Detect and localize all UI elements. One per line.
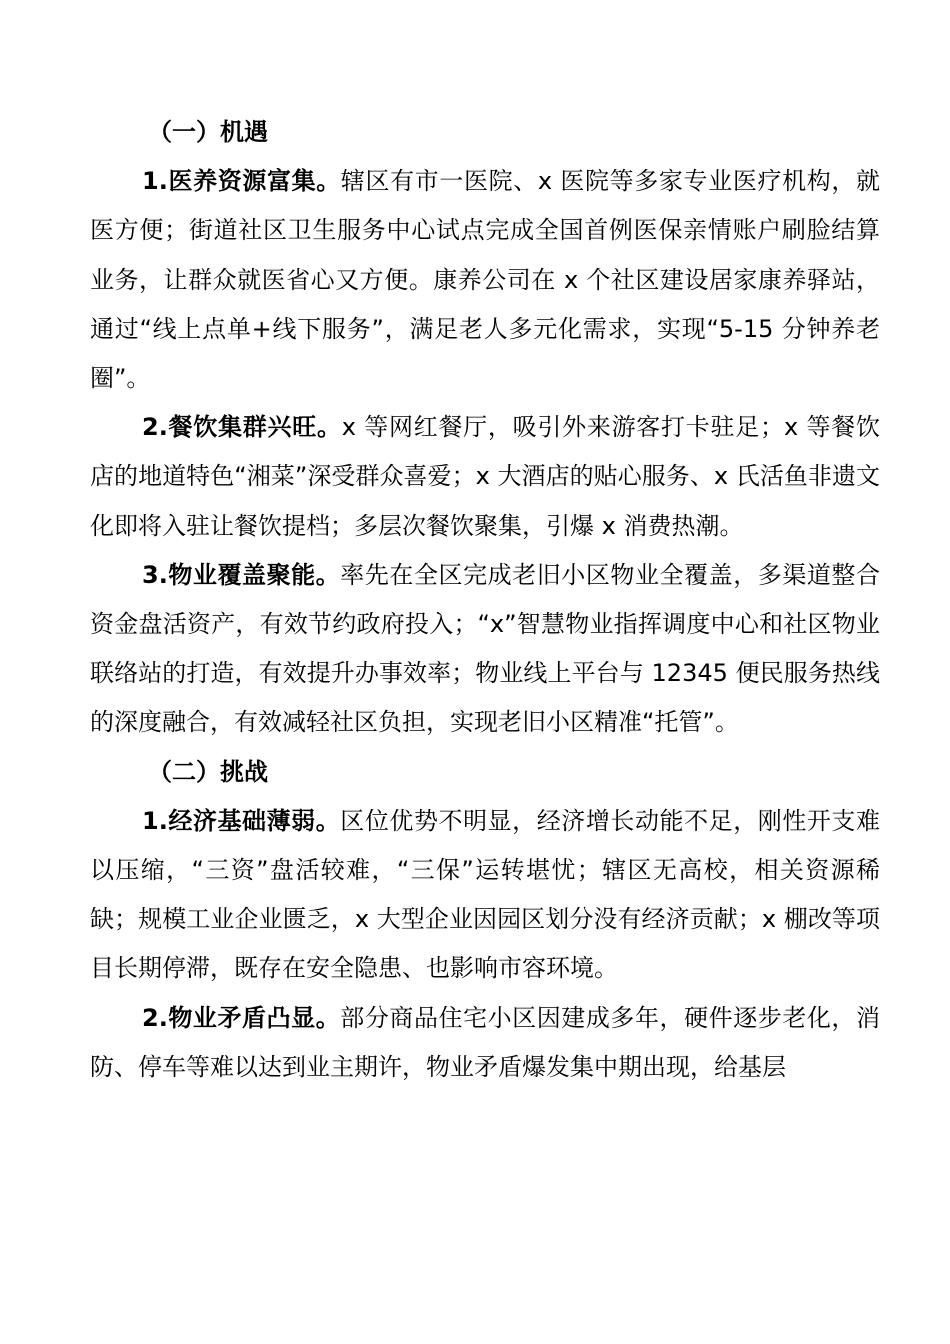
paragraph-text: 辖区有市一医院、x 医院等多家专业医疗机构，就医方便；街道社区卫生服务中心试点完成全国首例医保亲情账户刷脸结算业务，让群众就医省心又方便。康养公司在 x 个社区建设居家康养驿站，通过“线上点单+线下服务”，满足老人多元化需求，实现“5-15 分钟养老圈”。 xyxy=(90,167,880,393)
paragraph-text: x 等网红餐厅，吸引外来游客打卡驻足；x 等餐饮店的地道特色“湘菜”深受群众喜爱；x 大酒店的贴心服务、x 氏活鱼非遗文化即将入驻让餐饮提档；多层次餐饮聚集，引爆 x 消费热潮。 xyxy=(90,413,880,540)
paragraph-text: 区位优势不明显，经济增长动能不足，刚性开支难以压缩，“三资”盘活较难，“三保”运转堪忧；辖区无高校，相关资源稀缺；规模工业企业匮乏，x 大型企业因园区划分没有经济贡献；x 棚改等项目长期停滞，既存在安全隐患、也影响市容环境。 xyxy=(90,806,880,983)
paragraph-lead: 1.医养资源富集。 xyxy=(142,167,341,196)
paragraph-lead: 2.物业矛盾凸显。 xyxy=(142,1003,341,1032)
paragraph-text: 部分商品住宅小区因建成多年，硬件逐步老化，消防、停车等难以达到业主期许，物业矛盾爆发集中期出现，给基层 xyxy=(90,1003,880,1081)
paragraph-medical-resources xyxy=(90,157,880,403)
paragraph-property-conflicts xyxy=(90,994,880,1092)
document-page xyxy=(90,108,880,1092)
paragraph-weak-economy xyxy=(90,797,880,994)
paragraph-catering-cluster xyxy=(90,403,880,551)
paragraph-property-coverage xyxy=(90,551,880,748)
section-heading-opportunities: （一）机遇 xyxy=(148,118,268,146)
paragraph-lead: 1.经济基础薄弱。 xyxy=(142,806,341,835)
paragraph-lead: 2.餐饮集群兴旺。 xyxy=(142,413,342,442)
section-heading-challenges: （二）挑战 xyxy=(148,757,268,786)
paragraph-text: 率先在全区完成老旧小区物业全覆盖，多渠道整合资金盘活资产，有效节约政府投入；“x”智慧物业指挥调度中心和社区物业联络站的打造，有效提升办事效率；物业线上平台与 12345 便民服务热线的深度融合，有效减轻社区负担，实现老旧小区精准“托管”。 xyxy=(90,560,880,737)
paragraph-lead: 3.物业覆盖聚能。 xyxy=(142,560,341,589)
